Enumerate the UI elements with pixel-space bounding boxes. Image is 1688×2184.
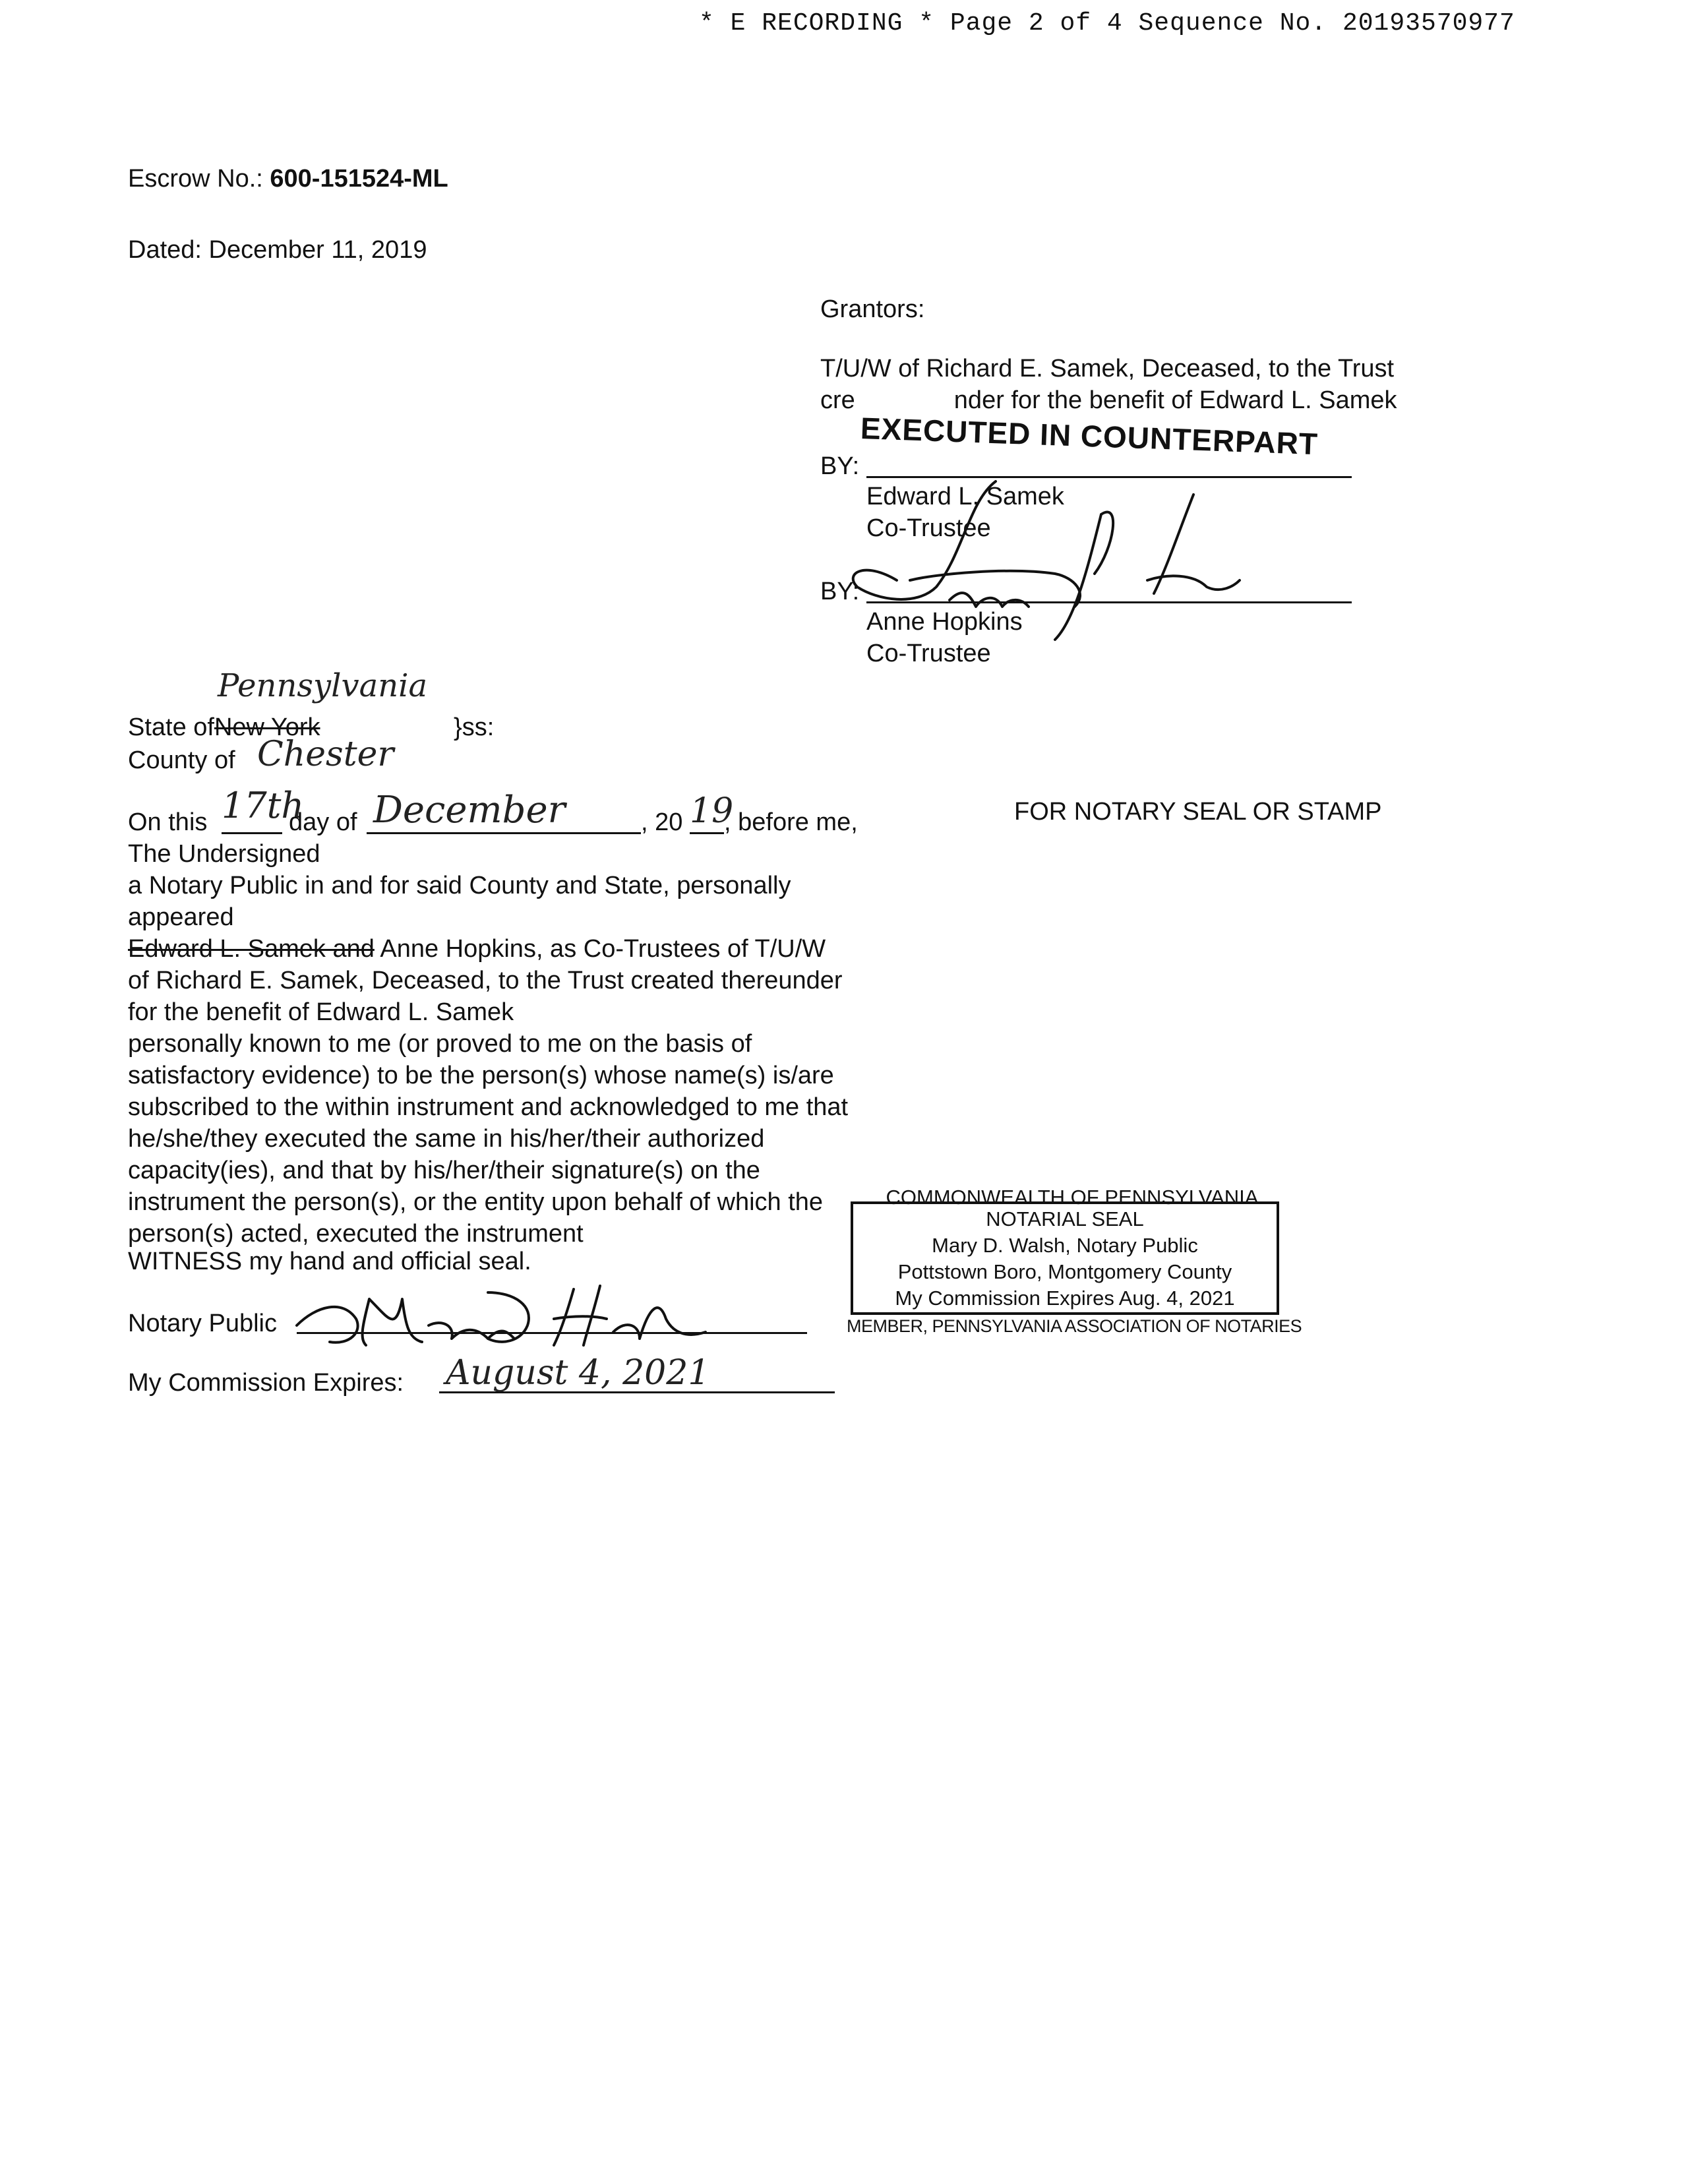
by2-label: BY: bbox=[820, 578, 860, 605]
ack-appeared: appeared bbox=[128, 903, 234, 931]
ack-undersigned: The Undersigned bbox=[128, 840, 320, 868]
trustees-text: Anne Hopkins, as Co-Trustees of T/U/W bbox=[374, 935, 826, 963]
county-label: County of bbox=[128, 746, 235, 774]
ack-known: personally known to me (or proved to me on the basis of bbox=[128, 1030, 752, 1058]
dated-line: Dated: December 11, 2019 bbox=[128, 236, 427, 264]
ack-trustees bbox=[128, 932, 826, 965]
ss-mark: }ss: bbox=[454, 713, 495, 741]
stamp-commonwealth: COMMONWEALTH OF PENNSYLVANIA bbox=[886, 1186, 1259, 1209]
ack-richard: of Richard E. Samek, Deceased, to the Trust created thereunder bbox=[128, 967, 843, 994]
grantors-line1: T/U/W of Richard E. Samek, Deceased, to the Trust bbox=[820, 355, 1395, 382]
ack-benefit: for the benefit of Edward L. Samek bbox=[128, 998, 514, 1026]
notary-public-label: Notary Public bbox=[128, 1310, 277, 1337]
stamp-notarial-seal: NOTARIAL SEAL bbox=[986, 1207, 1144, 1230]
stamp-footer: MEMBER, PENNSYLVANIA ASSOCIATION OF NOTARIES bbox=[847, 1316, 1302, 1336]
notary-stamp bbox=[851, 1201, 1279, 1315]
signer1-title: Co-Trustee bbox=[866, 514, 991, 542]
stamp-expiry: My Commission Expires Aug. 4, 2021 bbox=[895, 1287, 1235, 1310]
grantors-heading: Grantors: bbox=[820, 295, 925, 323]
day-of-label: day of bbox=[289, 808, 357, 836]
year-line bbox=[690, 832, 724, 834]
escrow-number: 600-151524-ML bbox=[270, 165, 448, 193]
month-handwritten: December bbox=[373, 789, 566, 832]
county-handwritten: Chester bbox=[257, 735, 394, 774]
stamp-location: Pottstown Boro, Montgomery County bbox=[897, 1260, 1232, 1283]
ack-evidence: satisfactory evidence) to be the person(s) whose name(s) is/are bbox=[128, 1062, 834, 1089]
on-this-label: On this bbox=[128, 808, 208, 836]
before-me: , before me, bbox=[724, 808, 858, 836]
notary-seal-label: FOR NOTARY SEAL OR STAMP bbox=[1014, 798, 1382, 826]
year-handwritten: 19 bbox=[690, 791, 734, 831]
day-handwritten: 17th bbox=[222, 785, 305, 826]
ack-capacity: capacity(ies), and that by his/her/their signature(s) on the bbox=[128, 1157, 760, 1184]
grantors-line2-suffix: nder for the benefit of Edward L. Samek bbox=[953, 386, 1397, 414]
struck-name: Edward L. Samek and bbox=[128, 935, 375, 963]
escrow-label: Escrow No.: bbox=[128, 165, 263, 193]
ack-witness: WITNESS my hand and official seal. bbox=[128, 1248, 531, 1275]
ack-subscribed: subscribed to the within instrument and acknowledged to me that bbox=[128, 1093, 849, 1121]
day-line bbox=[222, 832, 282, 834]
by1-label: BY: bbox=[820, 452, 860, 480]
state-handwritten: Pennsylvania bbox=[218, 667, 428, 704]
ack-acted: person(s) acted, executed the instrument bbox=[128, 1220, 584, 1248]
signer1-name: Edward L. Samek bbox=[866, 483, 1064, 510]
recording-header: * E RECORDING * Page 2 of 4 Sequence No. 20193570977 bbox=[699, 9, 1515, 38]
notary-signature bbox=[290, 1279, 712, 1352]
signer2-title: Co-Trustee bbox=[866, 640, 991, 667]
month-line bbox=[367, 832, 641, 834]
counterpart-stamp: EXECUTED IN COUNTERPART bbox=[860, 410, 1319, 462]
signer2-name: Anne Hopkins bbox=[866, 608, 1023, 636]
state-struck: New York bbox=[214, 713, 320, 741]
stamp-notary-name: Mary D. Walsh, Notary Public bbox=[932, 1234, 1198, 1257]
anne-hopkins-signature bbox=[837, 475, 1246, 646]
ack-executed: he/she/they executed the same in his/her/their authorized bbox=[128, 1125, 765, 1153]
year-prefix: , 20 bbox=[641, 808, 683, 836]
state-label: State of bbox=[128, 713, 214, 741]
grantors-line2-prefix: cre bbox=[820, 386, 855, 414]
commission-handwritten: August 4, 2021 bbox=[446, 1353, 710, 1393]
ack-instrument: instrument the person(s), or the entity upon behalf of which the bbox=[128, 1188, 824, 1216]
ack-notary: a Notary Public in and for said County and State, personally bbox=[128, 872, 791, 899]
commission-label: My Commission Expires: bbox=[128, 1369, 404, 1397]
escrow-line bbox=[128, 162, 448, 195]
